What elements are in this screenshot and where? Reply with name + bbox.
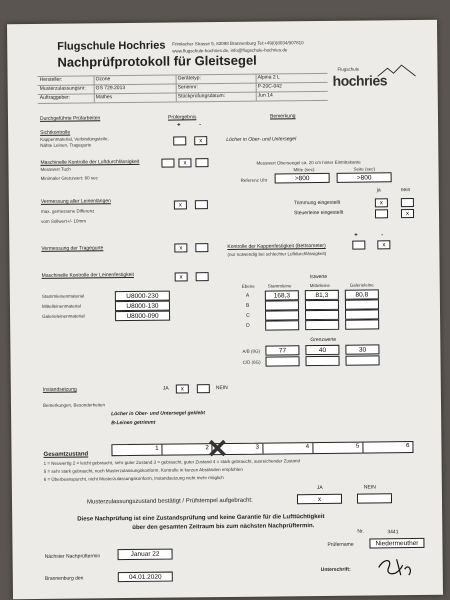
test-date-value: Jun 14: [257, 92, 273, 99]
row-d-middle-value: [305, 320, 339, 330]
gallery-line-col: Galerieleine: [349, 282, 374, 288]
row-a-label: A: [245, 292, 250, 299]
nein-heading: nein: [400, 187, 411, 194]
confirm-ja-label: JA: [316, 484, 323, 492]
side-sec-label: Seite (sec): [353, 166, 376, 172]
remark-line-2: B-Leinen getrimmt: [111, 419, 156, 427]
repair-ja-label: JA: [162, 385, 169, 392]
legend-line-3: 6 = Überbeanspurcht, nicht Musterzulassungskonform, Instandsetzung nicht mehr möglich: [43, 475, 224, 482]
gallery-line-material: U8000-090: [115, 311, 170, 322]
line-strength-plus-box[interactable]: x: [175, 272, 188, 281]
inspector-name-label: Prüfername: [327, 541, 354, 548]
risers-plus-box[interactable]: x: [174, 243, 187, 252]
measurement-note: Messwert Oberseegel ca. 20 cm hinter Eintrittskante: [256, 159, 361, 166]
minus-heading: -: [199, 122, 202, 129]
row-c-middle-value: [305, 310, 339, 320]
risers-minus-box[interactable]: [195, 243, 208, 252]
cd-limit-gallery: [345, 355, 379, 365]
row-a-gallery-value: 80,8: [345, 289, 379, 299]
disclaimer-line-2: über den gesamten Zeitraum bis zum nächsten Nachprüftermin.: [132, 523, 315, 531]
manufacturer-value: Ozone: [95, 76, 111, 83]
main-line-label: Stammleinenmaterial: [41, 293, 85, 299]
result-heading: Prüfergebnis: [167, 114, 197, 121]
cd-limit-middle: [305, 356, 339, 366]
repair-nein-box[interactable]: [197, 384, 210, 393]
risers-title: Vermessung der Tragegurte: [41, 245, 104, 252]
disclaimer-line-1: Diese Nachprüfung ist eine Zustandsprüfung und keine Garantie für die Lufttüchtigkeit: [77, 513, 325, 523]
line-length-minus-box[interactable]: [195, 200, 208, 209]
inspector-name-value: Niedermeuther: [369, 538, 424, 549]
row-a-middle-value: 81,3: [305, 290, 339, 300]
line-strength-minus-box[interactable]: [196, 272, 209, 281]
confirm-nein-label: NEIN: [363, 484, 376, 491]
client-label: Auftraggeber:: [39, 94, 71, 101]
condition-2[interactable]: 2: [163, 444, 213, 455]
row-d-gallery-value: [345, 319, 379, 329]
brake-line-label: Steuerleine eingestellt: [293, 209, 344, 217]
legend-line-1: 1 = Neuwertig 2 = leicht gebraucht, sehr guter Zustand 3 = gebraucht, guter Zustand 4 = stark gebraucht, ausreichender Zustand: [43, 458, 301, 466]
main-line-col: Stammleine: [267, 283, 292, 289]
date-value: 04.01.2020: [118, 572, 173, 583]
brake-nein-box[interactable]: x: [401, 209, 414, 218]
school-name: Flugschule Hochries: [57, 39, 166, 53]
plus-heading: +: [177, 122, 181, 129]
middle-line-material: U8000-130: [115, 301, 170, 312]
client-value: Mathes: [95, 94, 113, 101]
number-value: 3441: [387, 529, 399, 536]
condition-cross-mark: [207, 438, 227, 458]
condition-4[interactable]: 4: [263, 443, 313, 454]
canopy-plus-box[interactable]: [352, 241, 365, 250]
row-d-label: D: [246, 322, 250, 329]
overall-condition-title: Gesamtzustand: [43, 451, 89, 458]
canopy-minus-box[interactable]: x: [377, 240, 390, 249]
condition-scale: [111, 441, 413, 456]
plus-heading-2: +: [354, 232, 358, 239]
manufacturer-label: Hersteller:: [39, 76, 63, 83]
row-b-gallery-value: [345, 299, 379, 309]
line-length-title: Vermessung aller Leinenlängen: [40, 198, 111, 205]
middle-line-col: Mittelleine: [309, 282, 331, 289]
repair-nein-label: NEIN: [215, 384, 228, 392]
repair-ja-box[interactable]: x: [176, 384, 189, 393]
ab-limit-gallery: 30: [345, 344, 379, 354]
row-c-label: C: [246, 312, 250, 319]
protocol-sheet: [7, 20, 443, 599]
confirm-ja-box[interactable]: x: [297, 494, 342, 504]
number-label: Nr.: [357, 528, 364, 535]
trim-nein-box[interactable]: [401, 198, 414, 207]
signature-label: Unterschrift:: [320, 566, 351, 574]
reference-clock-label: Referenz Uhr: [240, 177, 268, 183]
ab-limit-label: A/B (8G): [242, 348, 260, 354]
address-line-1: Frimlacher Strasse 5, 83098 Brannenburg Tel:+49(0)8034/907810: [172, 40, 304, 47]
test-date-label: Stückprüfungsdatum:: [177, 92, 226, 100]
repair-title: Instandsetzung: [42, 386, 77, 393]
trim-label: Trimmung eingestellt: [293, 199, 341, 207]
middle-line-label: Mittelleinenmaterial: [41, 303, 81, 309]
confirm-nein-box[interactable]: [357, 493, 392, 503]
gallery-line-label: Galerieleinenmaterial: [42, 313, 85, 319]
air-permeability-minus-box[interactable]: [195, 158, 208, 167]
page-title: Nachprüfprotokoll für Gleitsegel: [57, 52, 257, 70]
middle-sec-value: >800: [275, 173, 330, 184]
signature-image: [375, 555, 415, 579]
condition-5[interactable]: 5: [313, 443, 363, 454]
type-label: Gerätetyp:: [177, 75, 201, 82]
minus-heading-2: -: [381, 232, 384, 239]
air-permeability-check-box[interactable]: x: [178, 158, 191, 167]
line-strength-title: Maschinelle Kontrolle der Leinenfestigkeit: [41, 271, 134, 279]
condition-6[interactable]: 6: [406, 443, 410, 450]
place-date-label: Brannenburg den: [44, 575, 84, 582]
canopy-strength-note: (nur notwendig bei schlechter Luftdurchlässigkeit): [227, 250, 327, 257]
remark-heading: Bemerkung: [269, 113, 296, 120]
ab-limit-middle: 40: [305, 345, 339, 355]
next-inspection-label: Nächster Nachprüftermin: [44, 553, 101, 560]
approval-label: Musterzulassungsnr:: [39, 85, 86, 92]
limit-values-heading: Grenzwerte: [310, 336, 337, 344]
legend-line-2: 5 = sehr stark gebraucht, noch Musterzulassungskonform, Kontrolle in kurzen Abständen empfohlen: [43, 466, 243, 474]
logo-label: Flugschule: [337, 66, 360, 72]
row-b-label: B: [245, 302, 250, 309]
air-permeability-title: Maschinelle Kontrolle der Luftdurchlässigkeit: [40, 158, 140, 166]
line-length-plus-box[interactable]: x: [174, 200, 187, 209]
visual-check-note: Löcher in Ober- und Untersegel: [226, 136, 297, 143]
next-inspection-value: Januar 22: [118, 549, 173, 561]
address-line-2: www.flugschule-hochries.de, info@flugschule-hochries.de: [172, 47, 288, 54]
line-length-desc-2: vom Sollwert+/- 10mm: [41, 218, 86, 224]
type-value: Alpina 2 L: [257, 74, 280, 81]
visual-check-minus-box[interactable]: x: [194, 136, 207, 145]
cd-limit-label: C/D (6G): [242, 359, 261, 365]
row-d-main-value: [265, 320, 299, 330]
air-permeability-desc-2: Minimaler Grenzwert: 60 sec: [40, 175, 98, 181]
serial-value: P-20C-042: [257, 83, 282, 90]
condition-3[interactable]: 3: [213, 444, 263, 455]
visual-check-title: Sichtkontrolle: [40, 129, 71, 136]
row-c-gallery-value: [345, 309, 379, 319]
hochries-logo: hochries: [332, 72, 388, 89]
row-b-main-value: [265, 300, 299, 310]
remark-line-1: Löcher in Ober- und Untersegel geklebt: [111, 410, 206, 418]
visual-check-plus-box[interactable]: [173, 136, 186, 145]
row-b-middle-value: [305, 300, 339, 310]
air-permeability-plus-box[interactable]: [161, 159, 174, 168]
side-sec-value: >800: [337, 172, 392, 183]
actual-values-heading: Istwerte: [309, 273, 328, 281]
visual-check-desc-1: Kappenmaterial, Verbindungsteile,: [40, 136, 109, 142]
level-heading: Ebene: [241, 283, 255, 289]
confirmation-label: Musterzulassungszustand bestätigt / Prüfstempel aufgebracht:: [86, 497, 253, 506]
approval-value: GS 729.2013: [95, 85, 126, 92]
brake-ja-box[interactable]: [375, 209, 388, 218]
ab-limit-main: 77: [265, 345, 299, 355]
ja-heading: ja: [376, 187, 381, 194]
cd-limit-main: [265, 356, 299, 366]
serial-label: Seriennr:: [177, 84, 198, 91]
performed-tests-heading: Durchgeführte Prüfarbeiten: [39, 115, 101, 122]
remarks-title: Bemerkungen, Besonderheiten: [42, 402, 106, 408]
middle-sec-label: Mitte (sec): [293, 167, 315, 173]
mountain-logo-icon: [377, 64, 417, 78]
trim-ja-box[interactable]: x: [375, 198, 388, 207]
canopy-strength-title: Kontrolle der Kappenfestigkeit (Bettsometer): [227, 242, 326, 250]
condition-1[interactable]: 1: [112, 445, 162, 456]
line-length-desc-1: max. gemessene Differenz: [40, 208, 95, 214]
visual-check-desc-2: Nähte Leinen, Tragegurte: [40, 142, 92, 148]
row-c-main-value: [265, 310, 299, 320]
air-permeability-desc-1: Messwert Tuch: [40, 166, 71, 172]
row-a-main-value: 168,3: [265, 290, 299, 300]
main-line-material: U8000-230: [115, 291, 170, 302]
